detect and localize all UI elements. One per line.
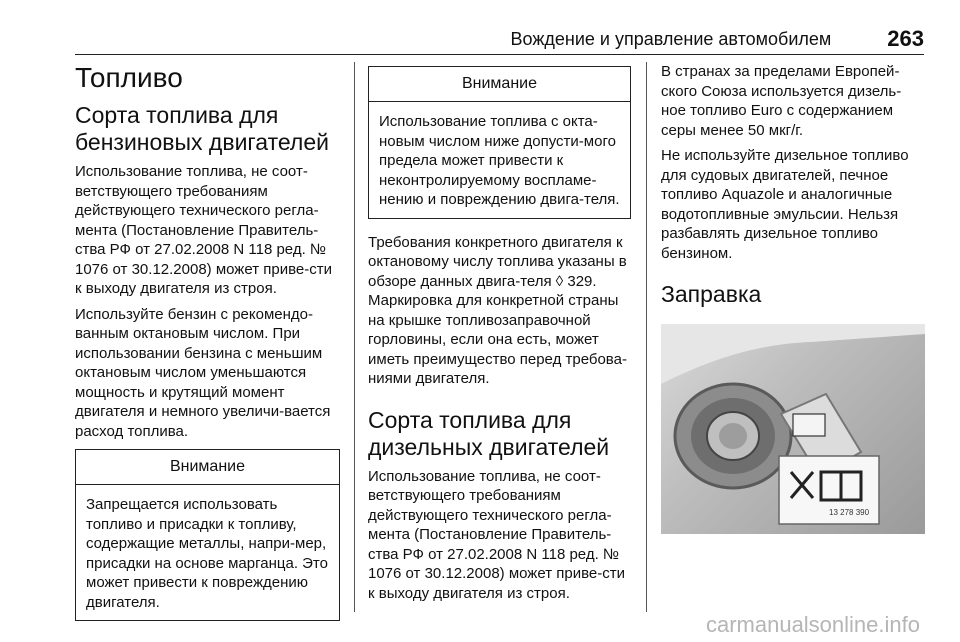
section-title-refuelling: Заправка (661, 281, 762, 307)
warning-text: Использование топлива с окта-новым числом ниже допусти-мого предела может привести к неконтролируемому воспламе-нению и повреждению двига-теля. (379, 113, 620, 208)
column-2 (368, 62, 631, 609)
subsection-title-diesel: Сорта топлива для дизельных двигателей (368, 406, 610, 460)
image-code: 13 278 390 (829, 508, 870, 517)
paragraph: Требования конкретного двигателя к октановому числу топлива указаны в обзоре данных двига-теля ◊ 329. Маркировка для конкретной страны на крышке топливозаправочной горловины, если она есть, может иметь преимущество перед требова-ниями двигателя. (368, 233, 627, 387)
fuel-flap-photo (661, 324, 925, 534)
column-divider-1 (354, 62, 355, 612)
column-1 (75, 62, 340, 635)
column-divider-2 (646, 62, 647, 612)
paragraph: Не используйте дизельное топливо для судовых двигателей, печное топливо Aquazole и аналогичные водотопливные эмульсии. Нельзя разбавлять дизельное топливо бензином. (661, 147, 909, 262)
warning-title: Внимание (369, 67, 630, 102)
paragraph: Использование топлива, не соот-ветствующего требованиям действующего технического регла-мента (Постановление Правитель-ства РФ от 27.02.2008 N 118 ред. № 1076 от 30.12.2008) может приве-сти к выходу двигателя из строя. (368, 467, 625, 602)
warning-box (75, 449, 340, 621)
paragraph: В странах за пределами Европей-ского Союза используется дизель-ное топливо Euro с содержанием серы менее 50 мкг/г. (661, 63, 902, 139)
fuel-filler-illustration (661, 324, 925, 534)
column-3 (661, 62, 925, 534)
section-title-fuel: Топливо (75, 62, 183, 93)
warning-text: Запрещается использовать топливо и присадки к топливу, содержащие металлы, напри-мер, присадки на основе марганца. Это может привести к повреждению двигателя. (86, 496, 328, 611)
page-number: 263 (887, 26, 924, 51)
watermark-text: carmanualsonline.info (705, 612, 920, 637)
paragraph: Использование топлива, не соот-ветствующего требованиям действующего технического регла-мента (Постановление Правитель-ства РФ от 27.02.2008 N 118 ред. № 1076 от 30.12.2008) может приве-сти к выходу двигателя из строя. (75, 163, 332, 297)
running-title: Вождение и управление автомобилем (510, 28, 832, 49)
warning-title: Внимание (76, 450, 339, 485)
paragraph: Используйте бензин с рекомендо-ванным октановым числом. При использовании бензина с меньшим октановым числом уменьшаются мощность и крутящий момент двигателя и немного увеличи-вается расход топлива. (75, 305, 331, 440)
warning-box (368, 66, 631, 219)
subsection-title-petrol: Сорта топлива для бензиновых двигателей (75, 102, 329, 155)
page-header (75, 24, 924, 55)
